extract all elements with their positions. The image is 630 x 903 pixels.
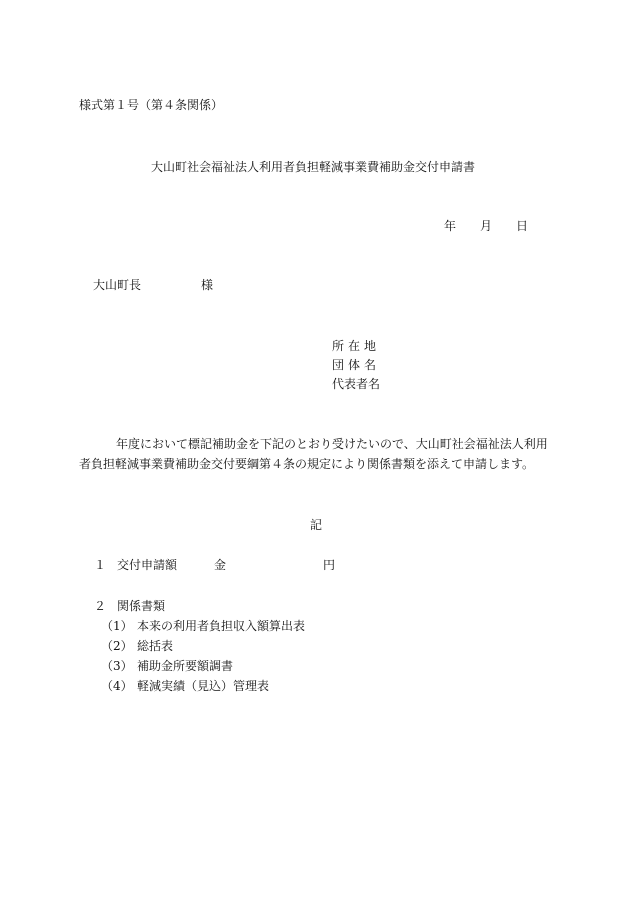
applicant-address-label: 所在地	[332, 339, 381, 353]
subitem-text: 補助金所要額調書	[137, 659, 234, 673]
subitem-text: 総括表	[137, 639, 174, 653]
date-year-label: 年	[444, 219, 457, 233]
subitem-number: （1）	[101, 619, 133, 633]
subitem-number: （4）	[101, 679, 133, 693]
item-1-amount-unit: 円	[323, 558, 336, 572]
date-day-label: 日	[516, 219, 529, 233]
addressee-honorific: 様	[201, 278, 214, 292]
item-2-label: 関係書類	[117, 599, 166, 613]
item-1-label: 交付申請額	[117, 558, 178, 572]
addressee-name: 大山町長	[93, 278, 142, 292]
subitem-number: （2）	[101, 639, 133, 653]
subitem-number: （3）	[101, 659, 133, 673]
date-month-label: 月	[480, 219, 493, 233]
document-title: 大山町社会福祉法人利用者負担軽減事業費補助金交付申請書	[151, 160, 476, 174]
applicant-org-label: 団体名	[332, 358, 381, 372]
body-text-line-2: 者負担軽減事業費補助金交付要綱第４条の規定により関係書類を添えて申請します。	[79, 457, 535, 471]
item-2-number: ２	[94, 599, 107, 613]
item-1-amount-prefix: 金	[214, 558, 227, 572]
body-text-line-1: 年度において標記補助金を下記のとおり受けたいので、大山町社会福祉法人利用	[116, 437, 548, 451]
notes-heading: 記	[310, 518, 323, 532]
item-1-number: １	[94, 558, 107, 572]
applicant-representative-label: 代表者名	[332, 377, 381, 391]
form-number: 様式第１号（第４条関係）	[79, 98, 224, 112]
subitem-text: 軽減実績（見込）管理表	[137, 679, 270, 693]
subitem-text: 本来の利用者負担収入額算出表	[137, 619, 306, 633]
